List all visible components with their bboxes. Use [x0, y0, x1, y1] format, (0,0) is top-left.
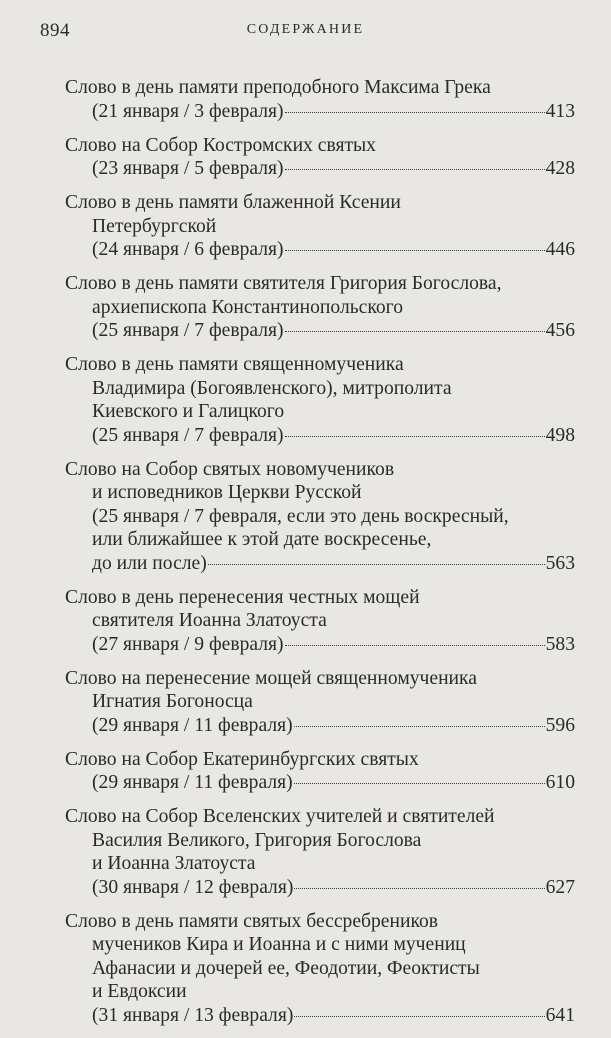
toc-entry-date: (30 января / 12 февраля)	[92, 876, 294, 898]
toc-entry-date: (25 января / 7 февраля)	[92, 320, 284, 341]
toc-entry	[65, 805, 575, 899]
toc-entry-date: до или после)	[92, 552, 207, 574]
toc-entry-date-line	[65, 319, 575, 343]
dot-leader	[285, 331, 545, 332]
toc-entry-date-line	[65, 876, 575, 900]
dot-leader	[294, 888, 544, 889]
toc-entry-title: Слово в день памяти святых бессребреников	[65, 910, 439, 932]
toc-entry-title-continuation: Василия Великого, Григория Богослова	[92, 829, 422, 851]
toc-entry-date-line	[65, 100, 575, 124]
toc-entry-title-continuation: святителя Иоанна Златоуста	[92, 610, 327, 631]
toc-entry-title-continuation: Петербургской	[92, 215, 217, 237]
toc-entry-title-continuation: Киевского и Галицкого	[92, 401, 285, 422]
toc-entry-date: (27 января / 9 февраля)	[92, 633, 284, 655]
toc-entry-title: Слово на Собор Екатеринбургских святых	[65, 748, 419, 770]
toc-entry	[65, 76, 575, 123]
toc-entry-title: Слово в день перенесения честных мощей	[65, 586, 420, 608]
toc-entry-page-number: 498	[545, 424, 575, 446]
toc-entry-title: Слово на Собор Костромских святых	[65, 134, 376, 156]
toc-entry-page-number: 583	[545, 633, 575, 655]
toc-entry-date-line	[65, 552, 575, 576]
dot-leader	[285, 436, 545, 437]
toc-entry-title-continuation: (25 января / 7 февраля, если это день воскресный,	[92, 505, 509, 527]
toc-entry-title-continuation: и Евдоксии	[92, 981, 187, 1002]
toc-entry-page-number: 641	[545, 1004, 575, 1026]
toc-entry-page-number: 446	[545, 239, 575, 260]
toc-entry-title: Слово в день памяти святителя Григория Богослова,	[65, 273, 502, 294]
dot-leader	[285, 169, 545, 170]
toc-entry	[65, 586, 575, 657]
toc-entry-date-line	[65, 714, 575, 738]
toc-entry-date: (29 января / 11 февраля)	[92, 714, 293, 736]
toc-entry	[65, 191, 575, 262]
toc-entry-title: Слово на Собор святых новомучеников	[65, 458, 395, 480]
toc-entry-date: (31 января / 13 февраля)	[92, 1004, 294, 1026]
toc-entry-date: (25 января / 7 февраля)	[92, 424, 284, 446]
toc-entry-title-continuation: архиепископа Константинопольского	[92, 296, 404, 318]
toc-entry-title-continuation: или ближайшее к этой дате воскресенье,	[92, 529, 432, 550]
dot-leader	[294, 726, 545, 727]
toc-entry-title-continuation: Владимира (Богоявленского), митрополита	[92, 377, 452, 399]
toc-entry-title: Слово в день памяти священномученика	[65, 354, 404, 375]
toc-entry-title-continuation: мучеников Кира и Иоанна и с ними мучениц	[92, 934, 466, 955]
page-number: 894	[40, 20, 70, 41]
toc-entry-date: (23 января / 5 февраля)	[92, 158, 284, 179]
toc-entry	[65, 667, 575, 738]
toc-entry	[65, 748, 575, 795]
toc-entry-date-line	[65, 238, 575, 262]
toc-entry-page-number: 596	[545, 714, 575, 736]
toc-entry-title: Слово на перенесение мощей священномученика	[65, 667, 477, 689]
toc-entry-date: (29 января / 11 февраля)	[92, 772, 293, 793]
toc-entry	[65, 458, 575, 576]
toc-entry-page-number: 428	[545, 158, 575, 179]
running-title: СОДЕРЖАНИЕ	[246, 22, 365, 37]
toc-entry-title: Слово в день памяти преподобного Максима Грека	[65, 77, 491, 98]
dot-leader	[285, 250, 545, 251]
toc-entry-title: Слово в день памяти блаженной Ксении	[65, 192, 401, 213]
dot-leader	[285, 645, 545, 646]
toc-entry-title: Слово на Собор Вселенских учителей и святителей	[65, 806, 495, 827]
toc-entry-date-line	[65, 157, 575, 181]
dot-leader	[294, 1016, 544, 1017]
dot-leader	[208, 564, 545, 565]
toc-entry-page-number: 413	[545, 100, 575, 122]
toc-entry-date-line	[65, 771, 575, 795]
toc-entry-page-number: 563	[545, 552, 575, 574]
toc-entry-page-number: 610	[545, 772, 575, 793]
dot-leader	[285, 112, 545, 113]
toc-entry-page-number: 627	[545, 876, 575, 898]
toc-entry	[65, 910, 575, 1028]
toc-entry-date-line	[65, 424, 575, 448]
toc-entry-page-number: 456	[545, 320, 575, 341]
toc-entry-title-continuation: и исповедников Церкви Русской	[92, 482, 362, 503]
toc-entry-title-continuation: и Иоанна Златоуста	[92, 853, 256, 874]
table-of-contents	[65, 76, 575, 1038]
toc-entry	[65, 272, 575, 343]
toc-entry-date: (21 января / 3 февраля)	[92, 100, 284, 122]
toc-entry-date-line	[65, 1004, 575, 1028]
toc-entry-date: (24 января / 6 февраля)	[92, 239, 284, 260]
toc-entry-title-continuation: Игнатия Богоносца	[92, 691, 253, 712]
toc-entry	[65, 353, 575, 447]
dot-leader	[294, 783, 545, 784]
toc-entry-title-continuation: Афанасии и дочерей ее, Феодотии, Феоктисты	[92, 957, 480, 979]
toc-entry-date-line	[65, 633, 575, 657]
toc-entry	[65, 134, 575, 181]
